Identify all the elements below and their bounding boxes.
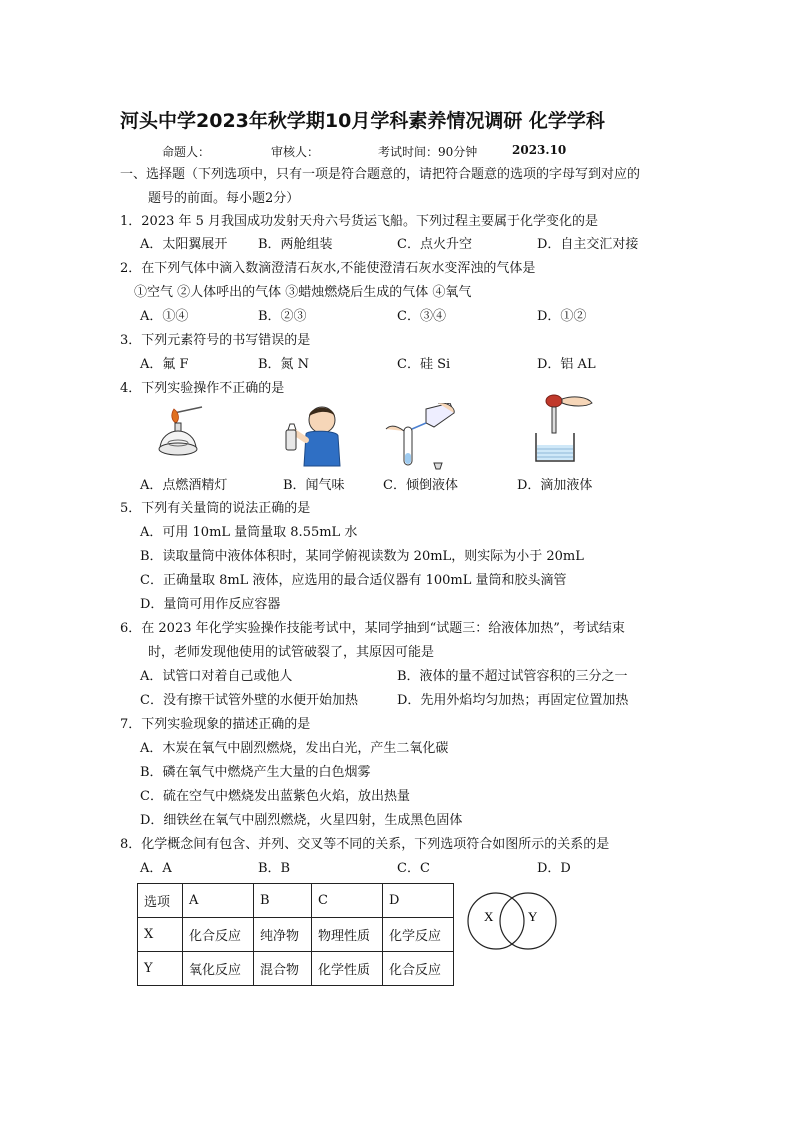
table-cell: B (254, 884, 312, 918)
q5-stem: 5．下列有关量筒的说法正确的是 (120, 501, 311, 516)
table-row (138, 952, 454, 986)
alcohol-lamp-icon (150, 403, 210, 465)
table-row (138, 884, 454, 918)
q3-option-d: D．铝 AL (537, 357, 596, 372)
q3-option-c: C．硅 Si (397, 357, 451, 372)
q2-option-b: B．②③ (258, 309, 307, 324)
q4-option-d: D．滴加液体 (517, 478, 593, 493)
q8-option-a: A．A (140, 861, 172, 876)
reviewer-label: 审核人： (271, 145, 320, 159)
q4-option-a: A．点燃酒精灯 (140, 478, 228, 493)
table-cell: D (383, 884, 454, 918)
venn-diagram (466, 890, 560, 952)
table-cell: C (312, 884, 383, 918)
q7-option-b: B．磷在氧气中燃烧产生大量的白色烟雾 (140, 765, 371, 780)
q1-option-c: C．点火升空 (397, 237, 472, 252)
q7-stem: 7．下列实验现象的描述正确的是 (120, 717, 311, 732)
q5-option-c: C．正确量取 8mL 液体，应选用的最合适仪器有 100mL 量筒和胶头滴管 (140, 573, 567, 588)
table-cell: 纯净物 (254, 918, 312, 952)
table-cell: 混合物 (254, 952, 312, 986)
smell-gas-student-icon (280, 400, 348, 468)
relation-table (137, 883, 454, 986)
venn-circle-x (468, 893, 524, 949)
q4-option-b: B．闻气味 (283, 478, 345, 493)
table-cell: 化合反应 (383, 952, 454, 986)
venn-label-y: Y (528, 909, 538, 924)
q2-option-d: D．①② (537, 309, 587, 324)
q5-option-d: D．量筒可用作反应容器 (140, 597, 281, 612)
author-label: 命题人： (162, 145, 211, 159)
q5-option-a: A．可用 10mL 量筒量取 8.55mL 水 (140, 525, 358, 540)
q2-option-c: C．③④ (397, 309, 446, 324)
table-cell: 氧化反应 (183, 952, 254, 986)
q8-option-b: B．B (258, 861, 291, 876)
table-cell: 化学性质 (312, 952, 383, 986)
table-row (138, 918, 454, 952)
venn-label-x: X (484, 909, 494, 924)
q1-stem: 1．2023 年 5 月我国成功发射天舟六号货运飞船。下列过程主要属于化学变化的是 (120, 214, 599, 229)
exam-time: 考试时间：90分钟 (378, 145, 478, 159)
q6-stem-cont: 时，老师发现他使用的试管破裂了，其原因可能是 (148, 645, 435, 660)
table-cell: 化合反应 (183, 918, 254, 952)
q5-option-b: B．读取量筒中液体体积时，某同学俯视读数为 20mL，则实际为小于 20mL (140, 549, 584, 564)
q6-option-c: C．没有擦干试管外壁的水便开始加热 (140, 693, 358, 708)
table-cell: 化学反应 (383, 918, 454, 952)
q3-option-a: A．氟 F (140, 357, 189, 372)
exam-date: 2023.10 (512, 143, 567, 157)
table-cell: 物理性质 (312, 918, 383, 952)
q1-option-d: D．自主交汇对接 (537, 237, 639, 252)
table-cell: 选项 (138, 884, 183, 918)
q6-option-b: B．液体的量不超过试管容积的三分之一 (397, 669, 628, 684)
q7-option-a: A．木炭在氧气中剧烈燃烧，发出白光，产生二氧化碳 (140, 741, 449, 756)
table-cell: Y (138, 952, 183, 986)
q8-option-c: C．C (397, 861, 430, 876)
q4-option-c: C．倾倒液体 (383, 478, 458, 493)
q2-items: ①空气 ②人体呼出的气体 ③蜡烛燃烧后生成的气体 ④氧气 (134, 285, 472, 300)
q1-option-b: B．两舱组装 (258, 237, 333, 252)
q1-option-a: A．太阳翼展开 (140, 237, 228, 252)
q6-stem: 6．在 2023 年化学实验操作技能考试中，某同学抽到“试题三：给液体加热”，考试结束 (120, 621, 625, 636)
q7-option-c: C．硫在空气中燃烧发出蓝紫色火焰，放出热量 (140, 789, 410, 804)
q6-option-d: D．先用外焰均匀加热；再固定位置加热 (397, 693, 629, 708)
dropper-beaker-icon (528, 393, 596, 465)
q3-stem: 3．下列元素符号的书写错误的是 (120, 333, 311, 348)
q2-option-a: A．①④ (140, 309, 189, 324)
page-title: 河头中学2023年秋学期10月学科素养情况调研 化学学科 (120, 110, 605, 132)
q8-option-d: D．D (537, 861, 571, 876)
q2-stem: 2．在下列气体中滴入数滴澄清石灰水,不能使澄清石灰水变浑浊的气体是 (120, 261, 536, 276)
q6-option-a: A．试管口对着自己或他人 (140, 669, 293, 684)
q8-stem: 8．化学概念间有包含、并列、交叉等不同的关系，下列选项符合如图所示的关系的是 (120, 837, 610, 852)
table-cell: X (138, 918, 183, 952)
q7-option-d: D．细铁丝在氧气中剧烈燃烧，火星四射，生成黑色固体 (140, 813, 463, 828)
q4-stem: 4．下列实验操作不正确的是 (120, 381, 285, 396)
table-cell: A (183, 884, 254, 918)
section-heading-cont: 题号的前面。每小题2分） (148, 191, 300, 206)
pour-liquid-icon (382, 403, 457, 473)
q3-option-b: B．氮 N (258, 357, 310, 372)
section-heading: 一、选择题（下列选项中，只有一项是符合题意的，请把符合题意的选项的字母写到对应的 (120, 167, 641, 182)
